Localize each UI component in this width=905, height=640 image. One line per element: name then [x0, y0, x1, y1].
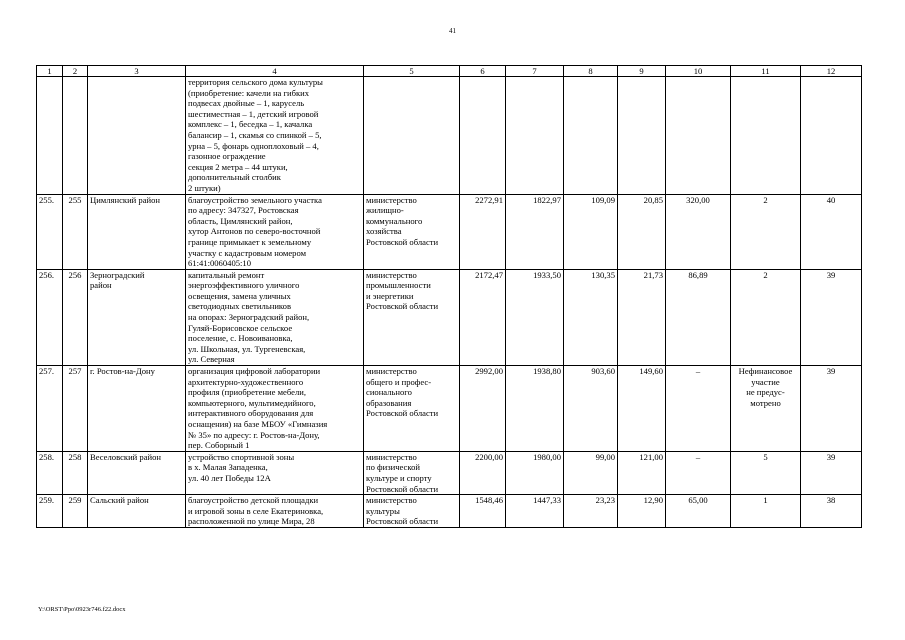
text-line: компьютерного, мультимедийного, [188, 397, 316, 408]
value-col12 [801, 269, 862, 365]
value-col10 [666, 495, 731, 528]
text-line: благоустройство земельного участка [188, 194, 322, 205]
row-id [63, 366, 88, 452]
value-col11 [731, 451, 801, 494]
text-line: 39 [826, 451, 836, 462]
text-line: профиля (приобретение мебели, [188, 387, 306, 398]
text-line: и игровой зоны в селе Екатериновка, [188, 505, 324, 516]
column-number: 3 [88, 66, 186, 77]
row-number [37, 194, 63, 269]
text-line: устройство спортивной зоны [188, 451, 295, 462]
value-col12 [801, 495, 862, 528]
text-line: 21,73 [643, 269, 663, 280]
text-line: Ростовской области [366, 236, 439, 247]
text-line: 259. [39, 495, 55, 506]
value-col9 [618, 269, 666, 365]
text-line: 1 [763, 495, 768, 506]
text-line: 1938,80 [533, 366, 561, 377]
column-number-row [37, 66, 862, 77]
text-line: 255 [68, 194, 82, 205]
text-line: 903,60 [591, 366, 615, 377]
text-line: министерство [366, 366, 417, 377]
text-line: интерактивного оборудования для [188, 408, 314, 419]
value-col12 [801, 194, 862, 269]
value-col10 [666, 451, 731, 494]
text-line: урна – 5, фонарь одноплоховый – 4, [188, 140, 319, 151]
value-col10 [666, 194, 731, 269]
text-line: по физической [366, 462, 421, 473]
text-line: пер. Соборный 1 [188, 440, 250, 451]
description-cell [186, 269, 364, 365]
description-cell [186, 194, 364, 269]
value-col8 [564, 269, 618, 365]
description-cell [186, 495, 364, 528]
text-line: 39 [826, 269, 836, 280]
value-col12 [801, 451, 862, 494]
text-line: 86,89 [688, 269, 708, 280]
text-line: 258 [68, 451, 82, 462]
text-line: 20,85 [643, 194, 663, 205]
text-line: Ростовской области [366, 301, 439, 312]
text-line: и энергетики [366, 290, 414, 301]
text-line: 257 [68, 366, 82, 377]
ministry-cell [364, 194, 460, 269]
value-col8 [564, 451, 618, 494]
text-line: территория сельского дома культуры [188, 77, 323, 87]
value-col9 [618, 366, 666, 452]
text-line: оснащения) на базе МБОУ «Гимназия [188, 419, 328, 429]
text-line: 23,23 [595, 495, 615, 506]
document-table [36, 65, 862, 528]
text-line: образования [366, 397, 412, 408]
value-col11 [731, 194, 801, 269]
text-line: 1980,00 [533, 451, 561, 462]
text-line: капитальный ремонт [188, 269, 265, 280]
text-line: министерство [366, 495, 417, 506]
continuation-description [186, 77, 364, 195]
text-line: ул. Школьная, ул. Тургеневская, [188, 343, 306, 354]
text-line: 257. [39, 366, 55, 377]
text-line: Ростовской области [366, 483, 439, 494]
text-line: Зерноградский [90, 269, 145, 280]
column-number: 7 [506, 66, 564, 77]
description-cell [186, 451, 364, 494]
text-line: 12,90 [643, 495, 663, 506]
text-line: (приобретение: качели на гибких [188, 87, 310, 98]
footer-file-path: Y:\ORST\Ppo\0923r746.f22.docx [38, 606, 126, 613]
text-line: 61:41:0060405:10 [188, 258, 252, 269]
district-cell [88, 366, 186, 452]
text-line: 2200,00 [475, 451, 503, 462]
text-line: не предус- [746, 387, 785, 398]
value-col6 [460, 269, 506, 365]
row-id [63, 194, 88, 269]
row-number [37, 269, 63, 365]
value-col9 [618, 451, 666, 494]
text-line: жилищно- [366, 205, 404, 216]
value-col8 [564, 495, 618, 528]
ministry-cell [364, 269, 460, 365]
value-col8 [564, 194, 618, 269]
text-line: 5 [763, 451, 768, 462]
text-line: освещения, замена уличных [188, 290, 291, 301]
text-line: 1933,50 [533, 269, 561, 280]
row-number [37, 495, 63, 528]
row-id [63, 269, 88, 365]
table-row [37, 366, 862, 452]
column-number: 1 [37, 66, 63, 77]
text-line: г. Ростов-на-Дону [90, 366, 155, 377]
text-line: – [695, 451, 701, 462]
text-line: 38 [826, 495, 836, 506]
text-line: участие [751, 376, 780, 387]
text-line: – [695, 366, 701, 377]
text-line: участку с кадастровым номером [188, 247, 307, 258]
text-line: организация цифровой лаборатории [188, 366, 321, 377]
ministry-cell [364, 495, 460, 528]
district-cell [88, 194, 186, 269]
text-line: министерство [366, 269, 417, 280]
text-line: министерство [366, 194, 417, 205]
text-line: коммунального [366, 215, 423, 226]
row-id [63, 495, 88, 528]
text-line: 39 [826, 366, 836, 377]
column-number: 5 [364, 66, 460, 77]
text-line: Цимлянский район [90, 194, 161, 205]
value-col6 [460, 194, 506, 269]
text-line: на опорах: Зерноградский район, [188, 312, 310, 323]
text-line: балансир – 1, скамья со спинкой – 5, [188, 129, 322, 140]
text-line: 256 [68, 269, 82, 280]
text-line: Ростовской области [366, 408, 439, 419]
text-line: комплекс – 1, беседка – 1, качалка [188, 119, 313, 130]
row-number [37, 366, 63, 452]
text-line: 256. [39, 269, 55, 280]
text-line: № 35» по адресу: г. Ростов-на-Дону, [188, 429, 320, 440]
text-line: министерство [366, 451, 417, 462]
value-col9 [618, 495, 666, 528]
text-line: 99,00 [595, 451, 615, 462]
text-line: поселение, с. Новоивановка, [188, 333, 293, 344]
text-line: хозяйства [366, 226, 402, 237]
table-row [37, 451, 862, 494]
text-line: 2 [763, 269, 768, 280]
table-row [37, 495, 862, 528]
text-line: 2992,00 [475, 366, 503, 377]
text-line: расположенной по улице Мира, 28 [188, 516, 315, 527]
text-line: 1548,46 [475, 495, 503, 506]
text-line: 1822,97 [533, 194, 561, 205]
value-col6 [460, 451, 506, 494]
text-line: 320,00 [686, 194, 710, 205]
text-line: 259 [68, 495, 82, 506]
text-line: общего и профес- [366, 376, 432, 387]
text-line: Ростовской области [366, 516, 439, 527]
text-line: Сальский район [90, 495, 149, 506]
text-line: 130,35 [591, 269, 615, 280]
text-line: район [90, 280, 112, 291]
text-line: по адресу: 347327, Ростовская [188, 205, 299, 216]
text-line: ул. Северная [188, 354, 235, 365]
column-number: 12 [801, 66, 862, 77]
row-id [63, 451, 88, 494]
text-line: благоустройство детской площадки [188, 495, 319, 506]
text-line: культуре и спорту [366, 472, 432, 483]
text-line: 149,60 [639, 366, 663, 377]
column-number: 8 [564, 66, 618, 77]
column-number: 2 [63, 66, 88, 77]
value-col8 [564, 366, 618, 452]
value-col12 [801, 366, 862, 452]
column-number: 10 [666, 66, 731, 77]
value-col11 [731, 495, 801, 528]
text-line: газонное ограждение [188, 151, 266, 162]
value-col11 [731, 366, 801, 452]
text-line: архитектурно-художественного [188, 376, 304, 387]
text-line: хутор Антонов по северо-восточной [188, 226, 321, 237]
text-line: Веселовский район [90, 451, 162, 462]
value-col11 [731, 269, 801, 365]
text-line: мотрено [750, 397, 781, 408]
value-col10 [666, 366, 731, 452]
table-row [37, 194, 862, 269]
district-cell [88, 495, 186, 528]
table-row [37, 269, 862, 365]
text-line: подвесах двойные – 1, карусель [188, 98, 305, 109]
page-number: 41 [449, 27, 456, 35]
text-line: культуры [366, 505, 400, 516]
text-line: светодиодных светильников [188, 301, 292, 312]
text-line: 109,09 [591, 194, 615, 205]
ministry-cell [364, 451, 460, 494]
text-line: 258. [39, 451, 55, 462]
value-col7 [506, 451, 564, 494]
text-line: ул. 40 лет Победы 12А [188, 472, 271, 483]
text-line: в х. Малая Западенка, [188, 462, 268, 473]
text-line: 2272,91 [475, 194, 503, 205]
value-col6 [460, 495, 506, 528]
text-line: Гуляй-Борисовское сельское [188, 322, 293, 333]
text-line: границе примыкает к земельному [188, 236, 312, 247]
text-line: 121,00 [639, 451, 663, 462]
text-line: 65,00 [688, 495, 708, 506]
district-cell [88, 269, 186, 365]
column-number: 11 [731, 66, 801, 77]
text-line: 40 [826, 194, 836, 205]
text-line: 2172,47 [475, 269, 503, 280]
description-cell [186, 366, 364, 452]
ministry-cell [364, 366, 460, 452]
text-line: 1447,33 [533, 495, 561, 506]
row-number [37, 451, 63, 494]
text-line: промышленности [366, 280, 431, 291]
text-line: секция 2 метра – 44 штуки, [188, 161, 288, 172]
text-line: шестиместная – 1, детский игровой [188, 108, 319, 119]
column-number: 4 [186, 66, 364, 77]
text-line: 255. [39, 194, 55, 205]
value-col7 [506, 194, 564, 269]
text-line: 2 штуки) [188, 182, 221, 193]
text-line: сионального [366, 387, 412, 398]
column-number: 9 [618, 66, 666, 77]
text-line: область, Цимлянский район, [188, 215, 293, 226]
column-number: 6 [460, 66, 506, 77]
text-line: Нефинансовое [738, 366, 793, 377]
text-line: 2 [763, 194, 768, 205]
text-line: дополнительный столбик [188, 172, 281, 183]
district-cell [88, 451, 186, 494]
text-line: энергоэффективного уличного [188, 280, 300, 291]
value-col10 [666, 269, 731, 365]
value-col6 [460, 366, 506, 452]
continuation-row [37, 77, 862, 195]
value-col7 [506, 269, 564, 365]
value-col7 [506, 495, 564, 528]
value-col7 [506, 366, 564, 452]
value-col9 [618, 194, 666, 269]
